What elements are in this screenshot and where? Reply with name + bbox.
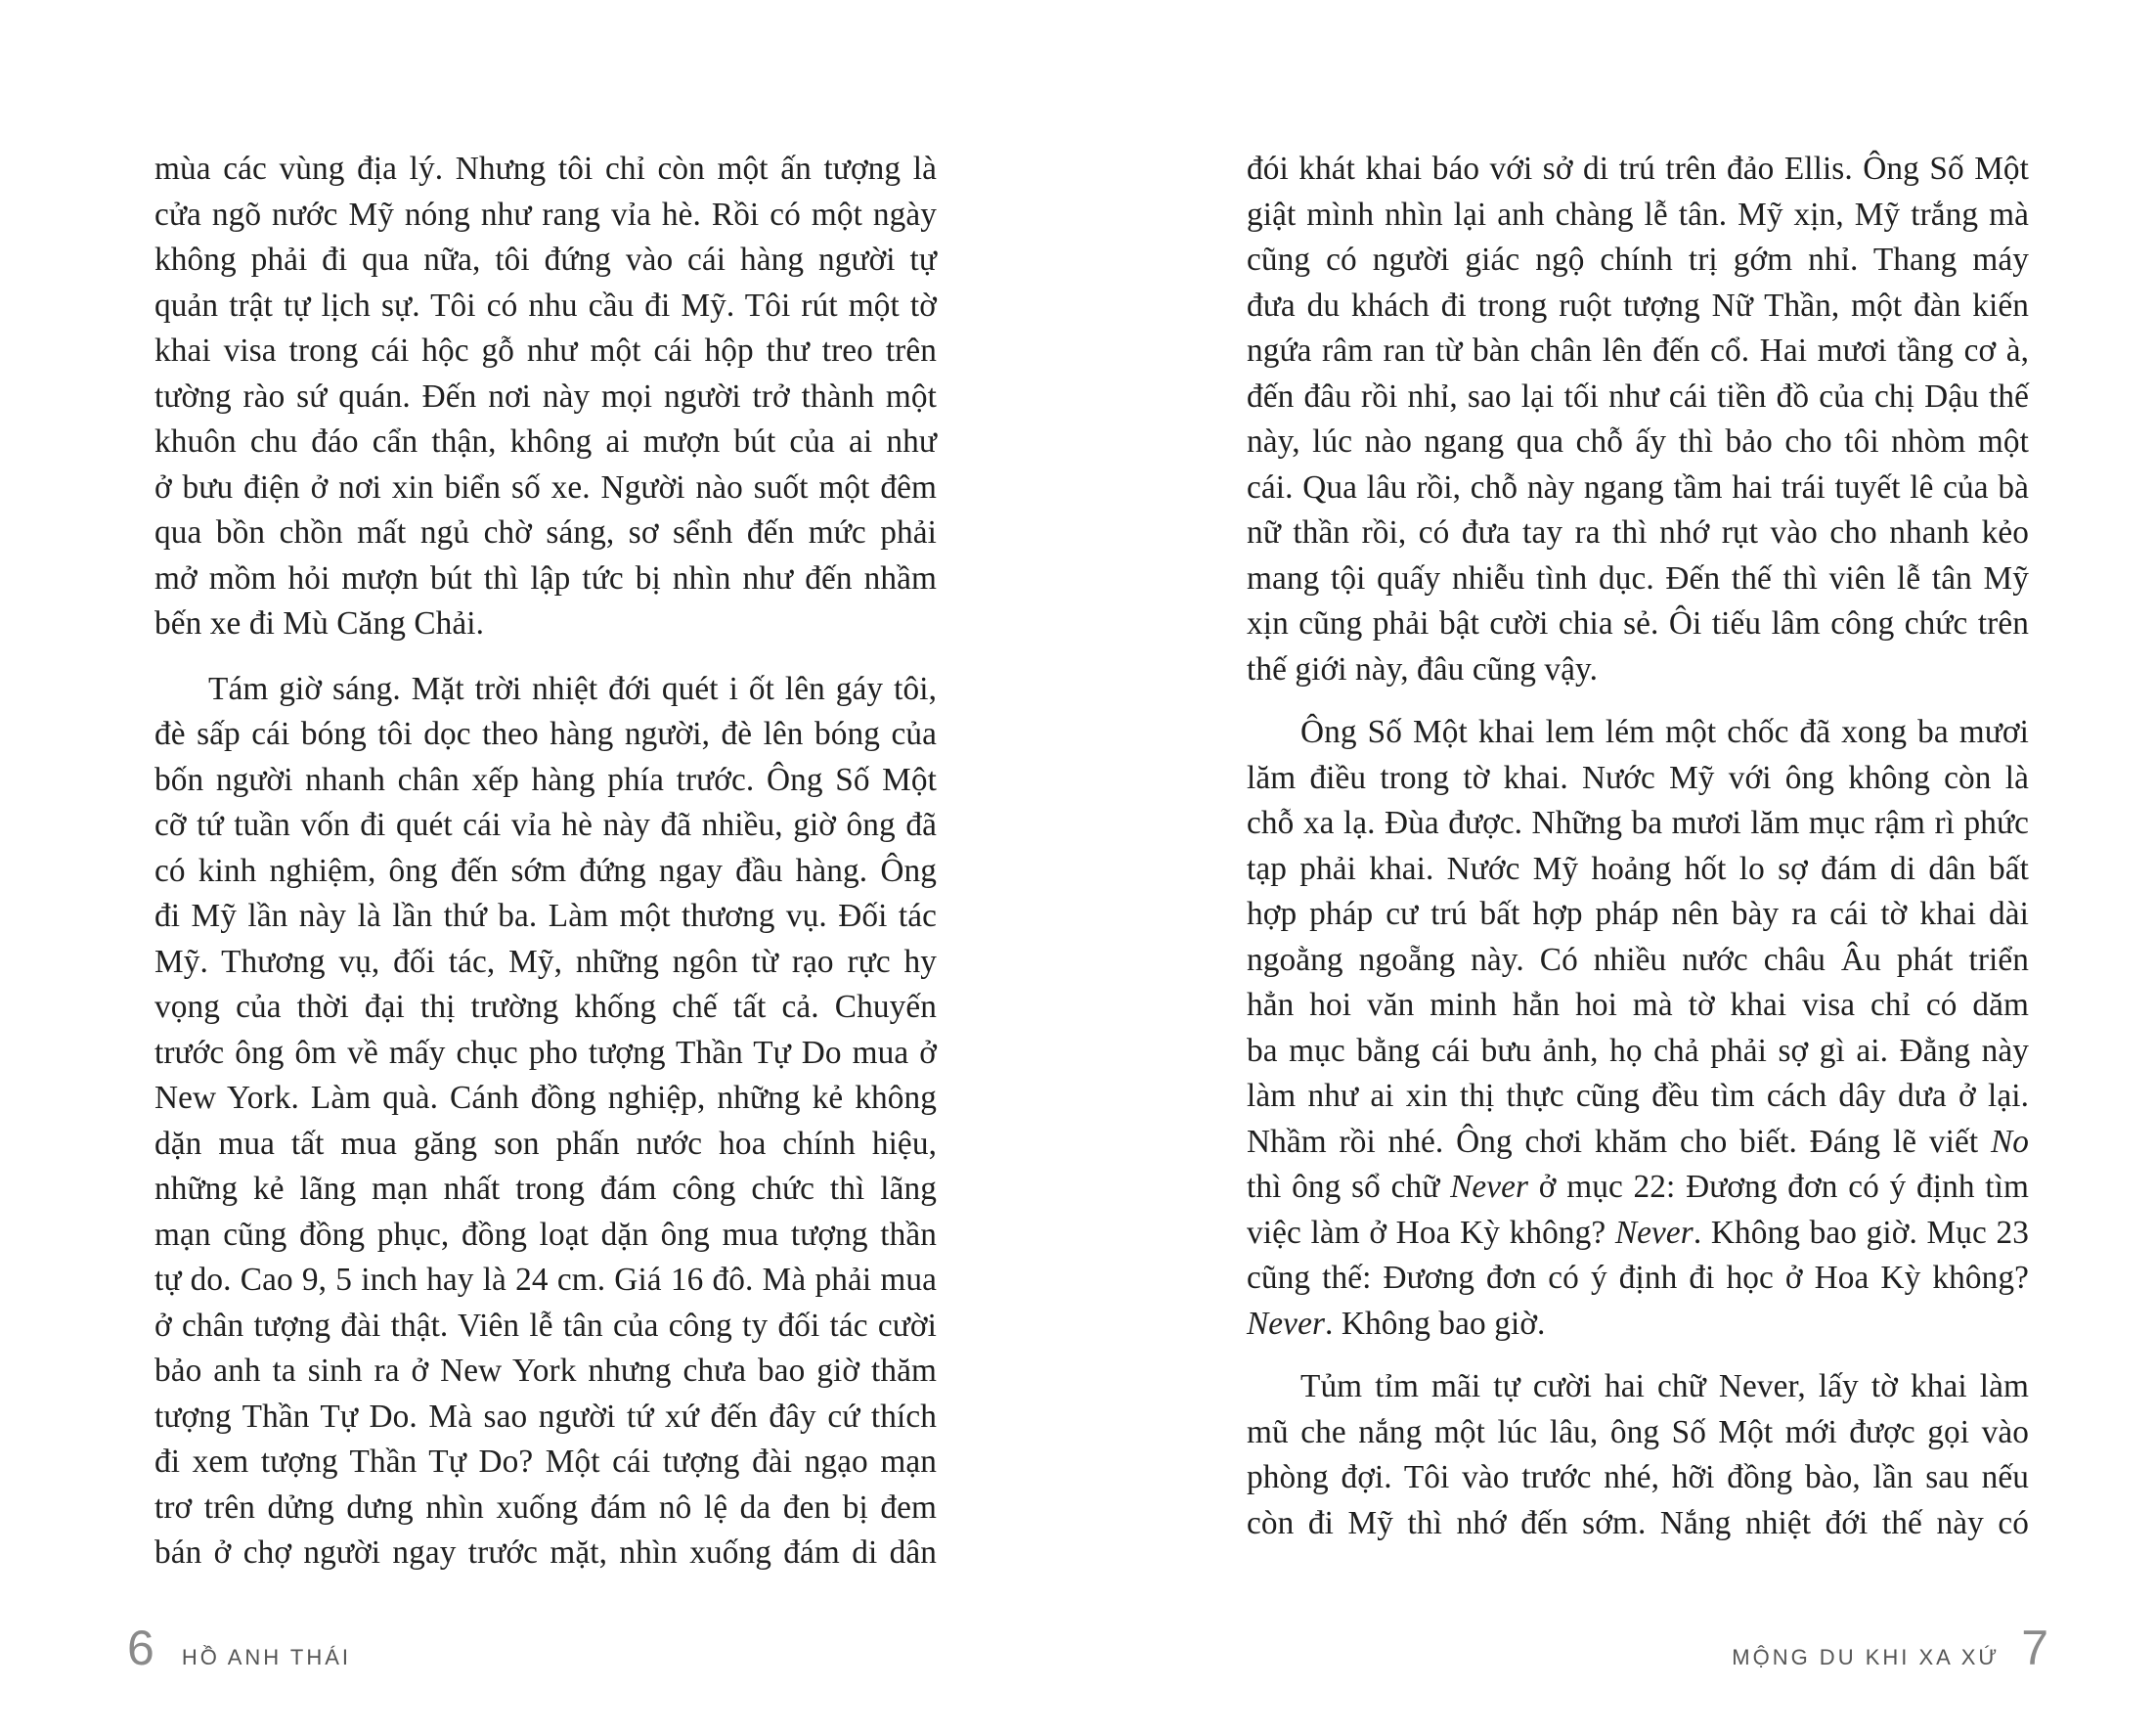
text-line: chỗ xa lạ. Đùa được. Những ba mươi lăm mục rậm rì phức	[1247, 805, 2029, 841]
text-line: đè sấp cái bóng tôi dọc theo hàng người, đè lên bóng của	[154, 716, 937, 752]
text-line: tượng Thần Tự Do. Mà sao người tứ xứ đến đây cứ thích	[154, 1398, 937, 1435]
text-line: mũ che nắng một lúc lâu, ông Số Một mới được gọi vào	[1247, 1413, 2029, 1450]
text-line: vọng của thời đại thị trường khống chế tất cả. Chuyến	[154, 989, 937, 1025]
text-line: cửa ngõ nước Mỹ nóng như rang vỉa hè. Rồi có một ngày	[154, 196, 937, 233]
italic-word: Never	[1247, 1305, 1326, 1342]
text-line: ở chân tượng đài thật. Viên lễ tân của công ty đối tác cười	[154, 1307, 937, 1344]
text-line: thì ông sổ chữ Never ở mục 22: Đương đơn có ý định tìm	[1247, 1169, 2029, 1205]
text-line: khai visa trong cái hộc gỗ như một cái hộp thư treo trên	[154, 333, 937, 369]
text-line: thế giới này, đâu cũng vậy.	[1247, 650, 1599, 688]
text-line: đi Mỹ lần này là lần thứ ba. Làm một thương vụ. Đối tác	[154, 898, 937, 934]
italic-word: Never	[1614, 1214, 1694, 1251]
text-line: giật mình nhìn lại anh chàng lễ tân. Mỹ xịn, Mỹ trắng mà	[1247, 196, 2029, 233]
text-line: đi xem tượng Thần Tự Do? Một cái tượng đài ngạo mạn	[154, 1444, 937, 1480]
page-number: 6	[127, 1621, 154, 1675]
italic-word: No	[1990, 1123, 2029, 1160]
text-line: những kẻ lãng mạn nhất trong đám công chức thì lãng	[154, 1171, 937, 1207]
text-line: cũng thế: Đương đơn có ý định đi học ở Hoa Kỳ không?	[1247, 1260, 2029, 1296]
text-line: xịn cũng phải bật cười chia sẻ. Ôi tiếu lâm công chức trên	[1247, 605, 2029, 642]
text-line: cỡ tứ tuần vốn đi quét cái vỉa hè này đã nhiều, giờ ông đã	[154, 807, 937, 843]
text-line: cũng có người giác ngộ chính trị gớm nhỉ. Thang máy	[1247, 242, 2029, 278]
text-line: Tám giờ sáng. Mặt trời nhiệt đới quét i ốt lên gáy tôi,	[208, 670, 937, 707]
text-line: tạp phải khai. Nước Mỹ hoảng hốt lo sợ đám di dân bất	[1247, 850, 2029, 887]
text-line: việc làm ở Hoa Kỳ không? Never. Không bao giờ. Mục 23	[1247, 1214, 2029, 1251]
text-line: bến xe đi Mù Căng Chải.	[154, 605, 485, 642]
text-line: bốn người nhanh chân xếp hàng phía trước. Ông Số Một	[154, 761, 937, 798]
text-line: cái. Qua lâu rồi, chỗ này ngang tầm hai trái tuyết lê của bà	[1247, 468, 2029, 506]
paragraph-3	[1247, 1364, 2029, 1546]
text-line: đói khát khai báo với sở di trú trên đảo Ellis. Ông Số Một	[1247, 151, 2029, 187]
text-line: bảo anh ta sinh ra ở New York nhưng chưa bao giờ thăm	[154, 1353, 937, 1389]
paragraph-1	[154, 147, 937, 647]
right-page-text	[1247, 147, 2029, 1546]
text-line: phòng đợi. Tôi vào trước nhé, hỡi đồng bào, lần sau nếu	[1247, 1459, 2029, 1495]
text-line: nữ thần rồi, có đưa tay ra thì nhớ rụt vào cho nhanh kẻo	[1247, 514, 2029, 551]
text-line: tường rào sứ quán. Đến nơi này mọi người trở thành một	[154, 378, 937, 415]
running-head-author: HỒ ANH THÁI	[181, 1645, 351, 1669]
text-line: Mỹ. Thương vụ, đối tác, Mỹ, những ngôn từ rạo rực hy	[154, 943, 937, 980]
text-line: không phải đi qua nữa, tôi đứng vào cái hàng người tự	[154, 242, 937, 278]
text-line: ở bưu điện ở nơi xin biển số xe. Người nào suốt một đêm	[154, 468, 937, 506]
text-line: qua bồn chồn mất ngủ chờ sáng, sơ sểnh đến mức phải	[154, 514, 937, 551]
text-line: mùa các vùng địa lý. Nhưng tôi chỉ còn một ấn tượng là	[154, 151, 937, 187]
text-line: tự do. Cao 9, 5 inch hay là 24 cm. Giá 16 đô. Mà phải mua	[154, 1262, 937, 1298]
text-line: mạn cũng đồng phục, đồng loạt dặn ông mua tượng thần	[154, 1216, 937, 1253]
text-line: trơ trên dửng dưng nhìn xuống đám nô lệ da đen bị đem	[154, 1489, 937, 1526]
left-page-text	[154, 147, 937, 1577]
text-line: ngoằng ngoẵng này. Có nhiều nước châu Âu phát triển	[1247, 941, 2029, 978]
text-line: đưa du khách đi trong ruột tượng Nữ Thần, một đàn kiến	[1247, 287, 2029, 324]
text-line: dặn mua tất mua găng son phấn nước hoa chính hiệu,	[154, 1125, 937, 1162]
text-line: đến đâu rồi nhỉ, sao lại tối như cái tiền đồ của chị Dậu thế	[1247, 378, 2029, 415]
text-line: khuôn chu đáo cẩn thận, không ai mượn bút của ai như	[154, 423, 937, 460]
running-head-title: MỘNG DU KHI XA XỨ	[1732, 1645, 2001, 1669]
italic-word: Never	[1450, 1169, 1529, 1205]
text-line: mang tội quấy nhiễu tình dục. Đến thế thì viên lễ tân Mỹ	[1247, 559, 2029, 597]
text-line: Ông Số Một khai lem lém một chốc đã xong ba mươi	[1300, 714, 2029, 750]
text-line: bán ở chợ người ngay trước mặt, nhìn xuống đám di dân	[154, 1534, 937, 1571]
text-line: trước ông ôm về mấy chục pho tượng Thần Tự Do mua ở	[154, 1034, 937, 1071]
text-line: Nhầm rồi nhé. Ông chơi khăm cho biết. Đáng lẽ viết No	[1247, 1123, 2029, 1160]
text-line: Never. Không bao giờ.	[1247, 1305, 1546, 1342]
text-line: quản trật tự lịch sự. Tôi có nhu cầu đi Mỹ. Tôi rút một tờ	[154, 287, 937, 324]
paragraph-2	[1247, 710, 2029, 1347]
text-line: ba mục bằng cái bưu ảnh, họ chả phải sợ gì ai. Đằng này	[1247, 1032, 2029, 1069]
text-line: ngứa râm ran từ bàn chân lên đến cổ. Hai mươi tầng cơ à,	[1247, 333, 2029, 369]
text-line: còn đi Mỹ thì nhớ đến sớm. Nắng nhiệt đới thế này có	[1247, 1504, 2029, 1541]
text-line: hẳn hoi văn minh hẳn hoi mà tờ khai visa chỉ có dăm	[1247, 987, 2029, 1023]
text-line: có kinh nghiệm, ông đến sớm đứng ngay đầu hàng. Ông	[154, 852, 937, 889]
page-number: 7	[2021, 1621, 2048, 1675]
text-line: Tủm tỉm mãi tự cười hai chữ Never, lấy tờ khai làm	[1300, 1368, 2029, 1404]
text-line: hợp pháp cư trú bất hợp pháp nên bày ra cái tờ khai dài	[1247, 896, 2029, 932]
text-line: lăm điều trong tờ khai. Nước Mỹ với ông không còn là	[1247, 759, 2029, 796]
text-line: làm như ai xin thị thực cũng đều tìm cách dây dưa ở lại.	[1247, 1078, 2029, 1114]
text-line: New York. Làm quà. Cánh đồng nghiệp, những kẻ không	[154, 1080, 937, 1116]
paragraph-2	[154, 667, 937, 1577]
paragraph-1	[1247, 147, 2029, 692]
text-line: này, lúc nào ngang qua chỗ ấy thì bảo cho tôi nhòm một	[1247, 423, 2029, 460]
right-page-footer	[1732, 1621, 2048, 1675]
left-page-footer	[127, 1621, 351, 1675]
text-line: mở mồm hỏi mượn bút thì lập tức bị nhìn như đến nhầm	[154, 559, 937, 597]
